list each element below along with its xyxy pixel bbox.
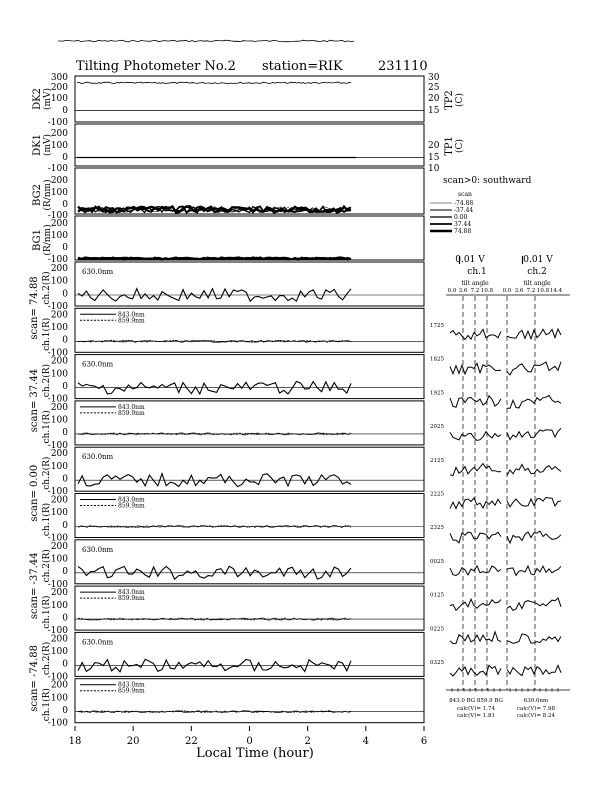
sub-panel-ytick: 100 (50, 461, 68, 472)
legend-label: 843.0nm (118, 311, 145, 319)
tilt-trace (507, 665, 561, 675)
sub-panel-ytick: 100 (50, 323, 68, 333)
scan-legend-item: 37.44 (454, 221, 472, 228)
sub-panel-ytick: 200 (50, 356, 68, 367)
sub-panel-ytick: 0 (62, 520, 68, 531)
tilt-ch1-scale: 0.01 V (455, 255, 485, 265)
sub-panel-frame (75, 447, 424, 491)
sub-panel-ylabel: ch.1(R) (42, 688, 52, 722)
dk1-ytick: 200 (50, 129, 68, 139)
bg1-traces (78, 258, 351, 260)
sub-panel-ytick: 200 (50, 264, 68, 274)
sub-panel-ytick: 0 (62, 613, 68, 624)
scan-block (29, 447, 424, 543)
sub-panel-ytick: 100 (50, 600, 68, 611)
tilt-trace (507, 329, 561, 339)
scan-label: scan= 37.44 (29, 368, 40, 433)
sub-panel-ytick: -100 (47, 718, 68, 729)
dk2-trace (77, 82, 351, 83)
tilt-trace (450, 329, 501, 339)
tilt-trace (450, 599, 501, 610)
bg1-frame (75, 216, 424, 260)
x-tick-label: 0 (246, 736, 253, 747)
bg1-ytick: 100 (50, 231, 68, 241)
legend-label: 843.0nm (118, 681, 145, 689)
wavelength-annotation: 630.0nm (82, 268, 114, 276)
tilt-trace (507, 497, 561, 506)
sub-panel-ylabel: ch.2(R) (42, 363, 52, 398)
sub-panel-ytick: -100 (47, 348, 68, 359)
bg2-ytick: 0 (62, 200, 68, 210)
dk2-ytick: -100 (47, 118, 68, 128)
sub-panel-ytick: -100 (47, 487, 68, 498)
sub-panel-ytick: 100 (50, 369, 68, 380)
sub-panel-ytick: 200 (50, 310, 68, 321)
tilt-ch2-scale: 0.01 V (523, 255, 553, 265)
wavelength-annotation: 630.0nm (82, 360, 114, 369)
sub-panel-ytick: -100 (47, 302, 68, 312)
tilt-ch1-sub: tilt angle (461, 280, 489, 287)
bg1-ytick: -100 (47, 255, 68, 265)
scan-block (29, 540, 424, 636)
x-axis (69, 726, 428, 761)
dk1-ytick: -100 (47, 164, 68, 174)
date-label: 231110 (378, 59, 428, 74)
sub-panel-frame (75, 540, 424, 584)
tilt-trace (450, 396, 501, 407)
sub-panel-ytick: 0 (62, 474, 68, 485)
tp1-tick: 20 (428, 141, 440, 151)
tilt-tick-label: 7.2 (526, 288, 536, 294)
x-tick-label: 4 (362, 736, 370, 747)
legend-label: 859.9nm (118, 409, 145, 417)
sub-panel-ytick: 100 (50, 647, 68, 658)
tilt-panel (430, 255, 570, 719)
legend-label: 843.0nm (118, 496, 145, 504)
sub-panel-frame (75, 355, 424, 399)
legend-label: 859.9nm (118, 502, 145, 510)
tilt-time-label: 2225 (430, 491, 444, 498)
scan-label: scan= 0.00 (29, 464, 40, 522)
scan-block (29, 355, 424, 451)
sub-panel-ytick: -100 (47, 394, 68, 405)
dk2-ytick: 200 (50, 83, 68, 93)
tilt-trace (507, 531, 561, 543)
sub-panel-ytick: 100 (50, 508, 68, 519)
tilt-time-label: 0225 (430, 626, 444, 633)
wavelength-annotation: 630.0nm (82, 453, 114, 462)
tilt-time-label: 1825 (430, 356, 444, 363)
scan-label: scan= 74.88 (29, 276, 40, 340)
tilt-time-label: 2325 (430, 525, 444, 532)
bg2-panel (32, 168, 424, 221)
sub-panel-ytick: 100 (50, 554, 68, 565)
tp2-tick: 30 (428, 73, 440, 83)
tilt-trace (507, 598, 561, 610)
sub-panel-frame (75, 632, 424, 676)
tilt-footer-right-title: 630.0nm (523, 698, 549, 704)
sub-panel-ytick: 200 (50, 680, 68, 691)
dk2-ytick: 100 (50, 94, 68, 104)
bg2-ytick: 200 (50, 176, 68, 186)
sub-panel-ytick: 200 (50, 402, 68, 413)
dk2-ytick: 300 (50, 73, 68, 83)
tilt-tick-label: 0.0 (447, 288, 457, 294)
tilt-trace (450, 665, 501, 676)
legend-label: 843.0nm (118, 403, 145, 411)
scan-block (29, 262, 424, 358)
tilt-trace (507, 465, 561, 476)
tilt-footer-right-calc1: calc(V)= 7.98 (516, 706, 556, 712)
sub-panel-ylabel: ch.1(R) (42, 317, 52, 351)
legend-label: 859.9nm (118, 687, 145, 695)
tilt-trace (450, 498, 501, 509)
scan-label: scan= -37.44 (29, 552, 40, 620)
sub-panel-ytick: -100 (47, 579, 68, 590)
sub-panel-ylabel: ch.1(R) (42, 410, 52, 444)
bg1-ytick: 0 (62, 243, 68, 253)
tilt-trace (450, 532, 501, 543)
tp-axis (428, 73, 465, 174)
tilt-tick-label: 10.8 (536, 288, 550, 294)
legend-label: 859.9nm (118, 595, 145, 603)
tilt-trace (507, 566, 561, 575)
tilt-trace (450, 566, 501, 576)
sub-panel-ylabel: ch.2(R) (42, 641, 52, 676)
sub-panel-ytick: 200 (50, 495, 68, 506)
sub-panel-ylabel: ch.2(R) (42, 456, 52, 490)
tilt-tick-label: 7.2 (470, 288, 480, 294)
sub-panel-ytick: -100 (47, 626, 68, 637)
bg1-label: BG1 (32, 229, 43, 251)
sub-panel-ytick: 100 (50, 276, 68, 287)
tp1-tick: 15 (428, 153, 440, 163)
tilt-trace (507, 395, 561, 408)
tilt-tick-label: 10.8 (480, 288, 494, 294)
tp2-label: TP2 (444, 90, 455, 110)
sub-panel-ytick: 0 (62, 381, 68, 392)
sub-panel-ylabel: ch.1(R) (42, 502, 52, 537)
sub-panel-ytick: 200 (50, 634, 68, 645)
bg2-unit: (R/nm) (43, 179, 53, 211)
tilt-footer-left-title: 843.0 BG 859.9 BG (449, 698, 503, 704)
legend-label: 843.0nm (118, 589, 145, 597)
scan-legend-header: scan (458, 191, 472, 198)
tilt-ch2-title: ch.2 (527, 267, 547, 277)
dk1-panel (32, 124, 424, 174)
x-tick-label: 22 (184, 736, 198, 747)
sub-panel-ytick: 200 (50, 541, 68, 552)
tilt-trace (450, 632, 501, 644)
station-label: station=RIK (262, 59, 343, 74)
tp2-unit: (C) (455, 93, 465, 107)
top-trace-line (58, 40, 354, 42)
tilt-footer-left-calc2: calc(V)= 1.81 (456, 713, 496, 719)
scan-label: scan= -74.88 (29, 645, 40, 712)
bg1-ytick: 200 (50, 219, 68, 229)
tilt-footer-left-calc1: calc(V)= 1.74 (456, 706, 496, 712)
sub-panel-ytick: 0 (62, 659, 68, 670)
scan-block (29, 632, 424, 728)
bg2-ytick: 100 (50, 188, 68, 198)
dk2-ytick: 0 (62, 106, 68, 116)
scan-blocks (29, 262, 424, 729)
tp2-tick: 15 (428, 106, 440, 116)
dk1-ytick: 100 (50, 141, 68, 151)
sub-panel-ytick: -100 (47, 440, 68, 451)
sub-panel-ytick: 0 (62, 335, 68, 346)
scan-legend-item: 0.00 (454, 214, 468, 221)
tilt-time-label: 2125 (430, 457, 444, 464)
bg2-ytick: -100 (47, 211, 68, 221)
legend-label: 859.9nm (118, 317, 145, 325)
x-tick-label: 18 (68, 736, 82, 747)
tilt-time-label: 1725 (430, 323, 444, 329)
scan-legend (430, 176, 532, 235)
tilt-time-label: 0125 (430, 592, 444, 599)
tp2-tick: 20 (428, 94, 440, 104)
tilt-trace (450, 363, 501, 374)
tilt-time-label: 1925 (430, 390, 444, 397)
chart-title: Tilting Photometer No.2 (76, 59, 236, 74)
sub-panel-ytick: 100 (50, 693, 68, 704)
wavelength-annotation: 630.0nm (82, 545, 114, 554)
tilt-trace (507, 428, 561, 439)
scan-legend-title: scan>0: southward (443, 176, 532, 186)
sub-panel-ytick: 0 (62, 706, 68, 716)
x-tick-label: 20 (126, 736, 140, 747)
dk1-unit: (mV) (43, 133, 53, 157)
tp1-tick: 10 (428, 164, 440, 174)
dk2-unit: (mV) (43, 87, 53, 111)
dk2-panel (32, 73, 424, 128)
sub-panel-ylabel: ch.2(R) (42, 549, 52, 583)
sub-panel-ytick: 100 (50, 415, 68, 426)
tp1-label: TP1 (444, 136, 455, 156)
bg1-panel (32, 216, 424, 265)
tilt-trace (507, 634, 561, 643)
tilt-ch2-sub: tilt angle (523, 280, 551, 287)
tp2-tick: 25 (428, 83, 440, 93)
dk2-label: DK2 (32, 88, 43, 110)
scan-legend-item: -37.44 (454, 207, 474, 214)
sub-panel-ytick: 0 (62, 567, 68, 578)
bg1-unit: (R/nm) (43, 224, 53, 256)
x-tick-label: 2 (304, 736, 311, 747)
tilt-trace (507, 362, 561, 375)
tilt-tick-label: 14.4 (549, 288, 563, 294)
scan-legend-item: 74.88 (454, 228, 472, 235)
x-tick-label: 6 (420, 736, 428, 747)
tilt-time-label: 0325 (430, 660, 444, 666)
tp1-unit: (C) (455, 139, 465, 153)
sub-panel-ylabel: ch.1(R) (42, 595, 52, 629)
dk1-frame (75, 124, 424, 166)
bg2-label: BG2 (32, 184, 43, 206)
tilt-trace (450, 464, 501, 476)
tilt-tick-label: 3.6 (458, 288, 468, 294)
tilt-footer-right-calc2: calc(V)= 8.24 (516, 713, 556, 719)
x-axis-label: Local Time (hour) (196, 746, 314, 761)
tilt-ch1-title: ch.1 (467, 267, 487, 277)
sub-panel-ytick: 0 (62, 289, 68, 300)
wavelength-annotation: 630.0nm (82, 638, 114, 647)
sub-panel-ytick: -100 (47, 533, 68, 544)
tilt-tick-label: 3.6 (514, 288, 524, 294)
bg2-traces (78, 206, 351, 212)
sub-panel-ytick: 200 (50, 449, 68, 460)
sub-panel-ytick: 200 (50, 588, 68, 599)
scan-legend-item: -74.88 (454, 200, 474, 207)
sub-panel-ytick: 0 (62, 428, 68, 439)
tilt-trace (450, 432, 501, 441)
sub-panel-ylabel: ch.2(R) (42, 271, 52, 305)
tilt-time-label: 0025 (430, 558, 444, 565)
dk1-ytick: 0 (62, 153, 68, 163)
tilt-time-label: 2025 (430, 424, 444, 431)
dk1-label: DK1 (32, 134, 43, 156)
sub-panel-ytick: -100 (47, 672, 68, 683)
tilt-tick-label: 0.0 (502, 288, 512, 294)
